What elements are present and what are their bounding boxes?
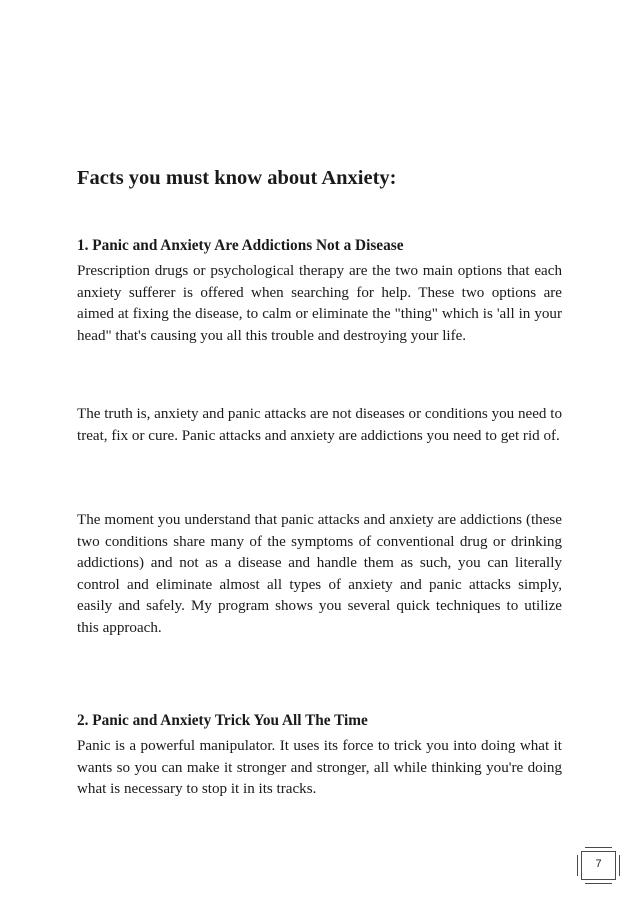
- section-heading-1: 1. Panic and Anxiety Are Addictions Not a Disease: [77, 237, 404, 254]
- section-heading-2: 2. Panic and Anxiety Trick You All The Time: [77, 712, 368, 729]
- page-number: 7: [595, 858, 602, 870]
- section-1-paragraph-1: Prescription drugs or psychological therapy are the two main options that each anxiety sufferer is offered when searching for help. These two options are aimed at fixing the disease, to calm or eliminate the "thing" which is 'all in your head" that's causing you all this trouble and destroying your life.: [77, 263, 562, 344]
- page-title: Facts you must know about Anxiety:: [77, 167, 397, 189]
- section-1-paragraph-3: The moment you understand that panic attacks and anxiety are addictions (these two conditions share many of the symptoms of conventional drug or drinking addictions) and not as a disease and handle them as such, you can literally control and eliminate almost all types of anxiety and panic attacks simply, easily and safely. My program shows you several quick techniques to utilize this approach.: [77, 512, 562, 636]
- section-1-paragraph-2: The truth is, anxiety and panic attacks are not diseases or conditions you need to treat, fix or cure. Panic attacks and anxiety are addictions you need to get rid of.: [77, 406, 562, 444]
- section-2-paragraph-1: Panic is a powerful manipulator. It uses its force to trick you into doing what it wants so you can make it stronger and stronger, all while thinking you're doing what is necessary to stop it in its tracks.: [77, 738, 562, 798]
- page-number-frame: [581, 851, 616, 880]
